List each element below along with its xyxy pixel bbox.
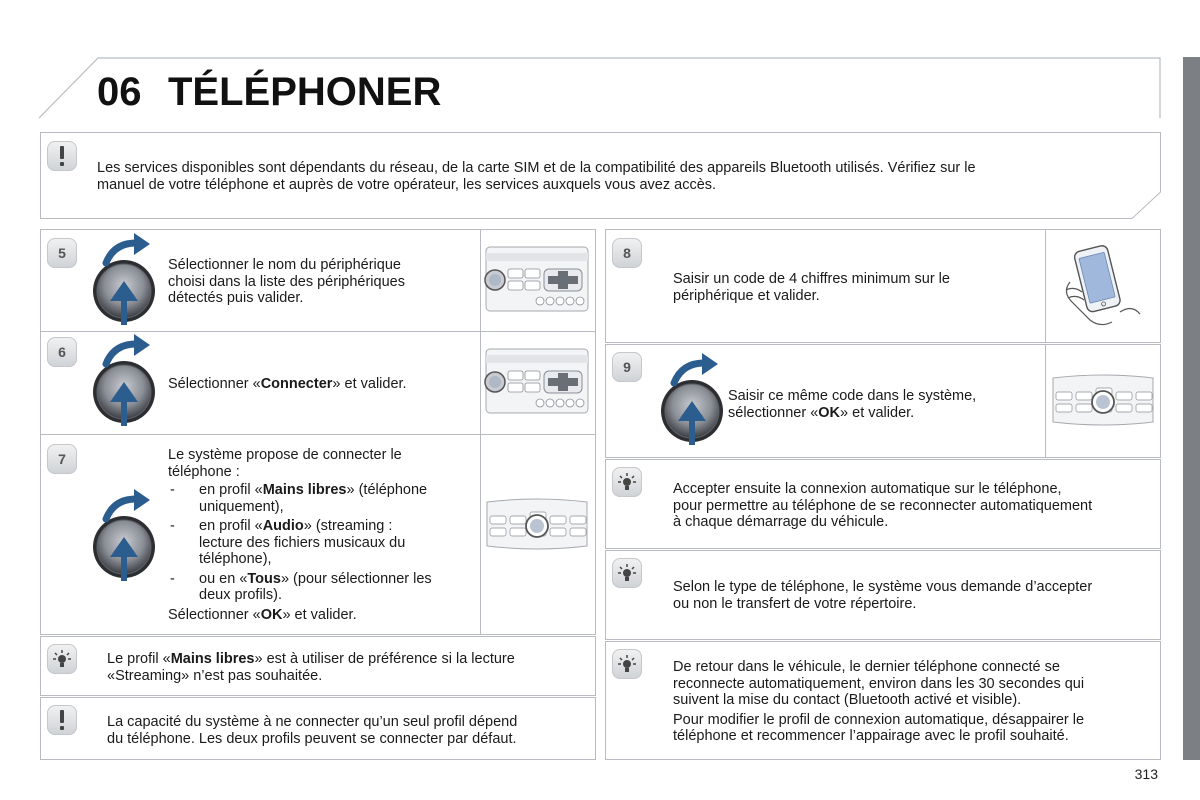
divider — [1045, 344, 1046, 458]
car-radio-panel-icon — [482, 243, 592, 315]
rotary-knob-press-icon — [92, 334, 160, 429]
page-title: TÉLÉPHONER — [168, 70, 442, 114]
step-badge-8: 8 — [612, 238, 642, 268]
chapter-side-tab — [1183, 57, 1200, 760]
divider — [40, 434, 596, 435]
divider — [40, 331, 596, 332]
warning-profil-text: La capacité du système à ne connecter qu’un seul profil dépend du téléphone. Les deux profils peuvent se connecter par défaut. — [107, 714, 518, 747]
lightbulb-icon — [612, 558, 642, 588]
exclamation-icon — [47, 705, 77, 735]
step-9-text: Saisir ce même code dans le système, sélectionner «OK» et valider. — [728, 388, 977, 421]
tip-retour-vehicule-text: De retour dans le véhicule, le dernier téléphone connecté se reconnecte automatiquement, environ dans les 30 secondes qui suivent la mise du contact (Bluetooth activé et visible). Pour modifier le profil de connexion automatique, désappairer le téléphone et recommencer l’appairage avec le profil souhaité. — [673, 659, 1085, 744]
page-number: 313 — [1134, 766, 1158, 782]
step-badge-6: 6 — [47, 337, 77, 367]
rotary-knob-press-icon — [92, 233, 160, 328]
step-badge-5: 5 — [47, 238, 77, 268]
chapter-number: 06 — [97, 70, 142, 114]
car-radio-panel-icon — [482, 345, 592, 417]
smartphone-in-hand-icon — [1060, 242, 1144, 332]
step-badge-7: 7 — [47, 444, 77, 474]
list-item: - ou en «Tous» (pour sélectionner les deux profils). — [168, 571, 468, 604]
list-item: - en profil «Audio» (streaming : lecture des fichiers musicaux du téléphone), — [168, 518, 468, 568]
lightbulb-icon — [612, 649, 642, 679]
rotary-knob-press-icon — [660, 353, 728, 448]
tip-connexion-auto-text: Accepter ensuite la connexion automatique sur le téléphone, pour permettre au téléphone de se reconnecter automatiquement à chaque démarrage du véhicule. — [673, 481, 1093, 530]
rotary-knob-press-icon — [92, 489, 160, 584]
car-radio-panel-icon — [1050, 370, 1156, 430]
step-7-text: Le système propose de connecter le téléphone : - en profil «Mains libres» (téléphone uniquement), - en profil «Audio» (streaming : lecture des fichiers musicaux du téléphone), - ou en «Tous» (pour sélectionner les deux profils). Sélectionner «OK» et valider. — [168, 447, 468, 623]
lightbulb-icon — [612, 467, 642, 497]
divider — [1045, 229, 1046, 343]
lightbulb-icon — [47, 644, 77, 674]
step-8-text: Saisir un code de 4 chiffres minimum sur le périphérique et valider. — [673, 271, 950, 304]
divider — [480, 229, 481, 635]
top-notice-text: Les services disponibles sont dépendants du réseau, de la carte SIM et de la compatibilité des appareils Bluetooth utilisés. Vérifiez sur le manuel de votre téléphone et auprès de votre opérateur, les services auxquels vous avez accès. — [97, 160, 976, 193]
exclamation-icon — [47, 141, 77, 171]
list-item: - en profil «Mains libres» (téléphone uniquement), — [168, 482, 468, 515]
step-5-text: Sélectionner le nom du périphérique choisi dans la liste des périphériques détectés puis valider. — [168, 257, 405, 306]
step-6-text: Sélectionner «Connecter» et valider. — [168, 376, 407, 392]
car-radio-panel-icon — [484, 494, 590, 554]
tip-mains-libres-text: Le profil «Mains libres» est à utiliser de préférence si la lecture «Streaming» n’est pas souhaitée. — [107, 651, 515, 684]
step-badge-9: 9 — [612, 352, 642, 382]
tip-repertoire-text: Selon le type de téléphone, le système vous demande d’accepter ou non le transfert de votre répertoire. — [673, 579, 1093, 612]
